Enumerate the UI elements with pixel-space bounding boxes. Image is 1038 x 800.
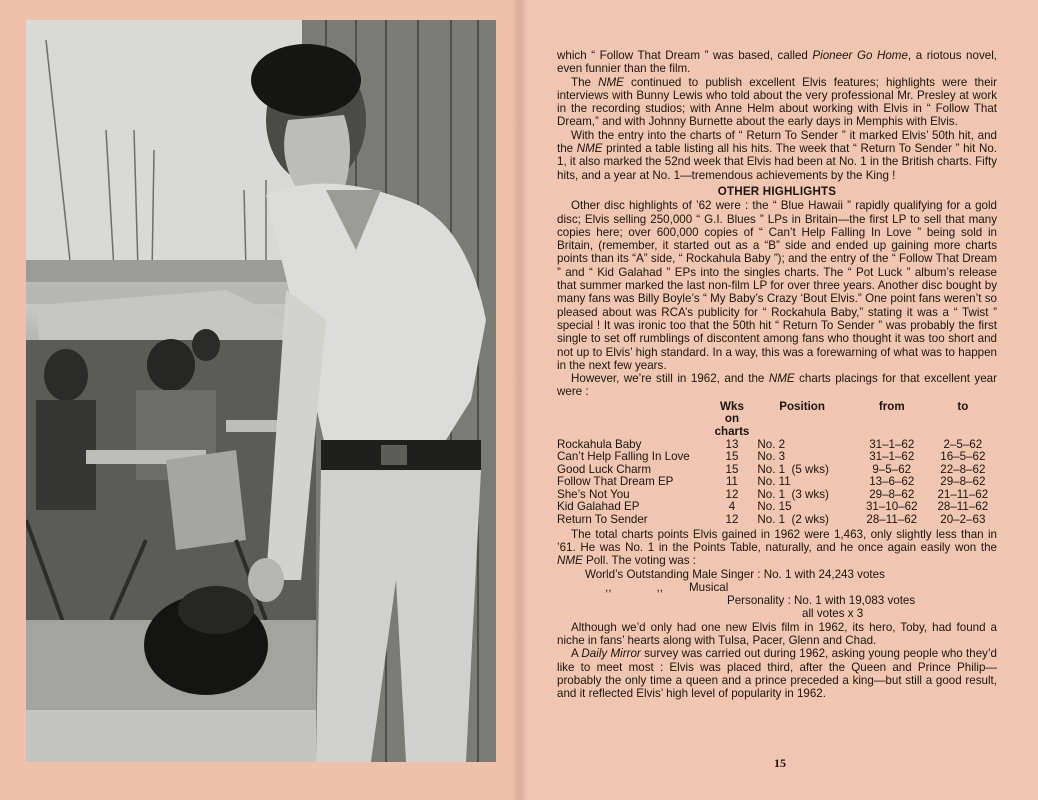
row-from: 13–6–62 [869,475,915,489]
publication-name: NME [598,75,624,89]
row-from: 31–1–62 [869,437,915,451]
page-gutter [512,0,528,800]
row-to: 22–8–62 [940,462,986,476]
ditto-marks: ,, ,, [605,580,663,594]
header-position: Position [779,399,825,413]
poll-line [557,581,997,594]
text-run: charts placings for that excellent year were : [557,372,997,399]
header-title [557,401,715,439]
table-row [557,476,997,489]
row-from: 28–11–62 [866,513,918,527]
paragraph [557,372,997,399]
row-weeks: 11 [725,475,738,489]
row-from: 31–1–62 [869,450,915,464]
row-from: 31–10–62 [865,500,918,514]
paragraph: Other disc highlights of ’62 were : the “ Blue Hawaii ” rapidly qualifying for a gold disc; Elvis selling 250,000 “ G.I. Blues ” LPs in Britain—the first LP to sell that many copies here; over 600,000 copies of “ Can’t Help Falling In Love ” being sold in Britain, (remember, it started out as a “B” side and ended up gaining more charts points than its “A” side, “ Rockahula Baby ”); and the entry of the “ Follow That Dream ” and “ Kid Galahad ” EPs into the singles charts. The “ Pot Luck ” album’s release that summer marked the last non-film LP for over three years. Another disc bought by many fans was Billy Boyle’s “ My Baby’s Crazy ‘Bout Elvis.” One point fans weren’t so pleased about was RCA’s publicity for “ Rockahula Baby,” stating it was a “ Twist ” special ! It was ironic too that the 50th hit “ Return To Sender ” was probably the first single to set off rumblings of discontent among fans who thought it was too short and not up to Elvis’ high standard. In a way, this was a forewarning of what was to happen in the next few years. [557,199,997,372]
header-wks: Wks on charts [714,399,750,438]
row-to: 28–11–62 [937,500,989,514]
row-title: Good Luck Charm [557,462,652,476]
text-run: The [571,75,599,89]
row-title: Follow That Dream EP [557,475,674,489]
paragraph [557,49,997,76]
text-run: With the entry into the charts of “ Return To Sender ” it marked Elvis’ 50th hit, and the [557,128,997,156]
table-row [557,451,997,464]
row-title: Return To Sender [557,513,648,527]
row-position: No. 1 (3 wks) [757,487,829,501]
chart-placings-table [557,401,997,527]
text-run: which “ Follow That Dream ” was based, called [557,49,813,62]
paragraph [557,76,997,129]
row-position: No. 15 [757,500,792,514]
row-position: No. 11 [757,475,791,489]
row-weeks: 12 [725,487,739,501]
poll-word: Musical [688,580,729,594]
publication-name: NME [576,142,603,156]
row-weeks: 4 [728,500,736,514]
row-from: 9–5–62 [872,462,912,476]
poll-results [557,568,997,621]
row-weeks: 15 [725,450,739,464]
text-run: printed a table listing all his hits. The week that “ Return To Sender ” hit No. 1, it also marked the 52nd week that Elvis had been at No. 1 in the British charts. Fifty hits, and a year at No. 1—tremendous achievements by the King ! [557,142,997,182]
row-to: 20–2–63 [940,513,986,527]
text-run: A [571,647,582,661]
poll-line: Personality : No. 1 with 19,083 votes [727,594,916,608]
text-run: However, we’re still in 1962, and the [571,372,769,386]
row-weeks: 13 [725,437,739,451]
elvis-photograph [26,20,496,762]
row-position: No. 1 (5 wks) [757,462,829,476]
text-run: The total charts points Elvis gained in 1962 were 1,463, only slightly less than in ’61. He was No. 1 in the Points Table, naturally, and he once again easily won the [557,527,997,554]
publication-name: Daily Mirror [581,647,641,661]
row-title: Kid Galahad EP [557,500,640,514]
row-weeks: 15 [725,462,739,476]
publication-name: NME [768,372,795,386]
paragraph [557,129,997,182]
row-position: No. 3 [757,450,786,464]
paragraph [557,528,997,568]
row-title: Can’t Help Falling In Love [557,450,690,464]
row-title: Rockahula Baby [557,437,642,451]
text-run: continued to publish excellent Elvis features; highlights were their interviews with Bunny Lewis who told about the very professional Mr. Presley at work in the recording studios; with Anne Helm about working with Elvis in “ Follow That Dream,” and with Johnny Burnette about the early days in Memphis with Elvis. [557,75,997,129]
row-position: No. 1 (2 wks) [757,513,829,527]
header-to: to [957,399,969,413]
text-run: , a riotous novel, even funnier than the film. [557,49,997,76]
section-heading: OTHER HIGHLIGHTS [717,184,837,198]
article-column [557,49,997,701]
row-to: 29–8–62 [940,475,986,489]
book-title: Pioneer Go Home [812,49,908,62]
publication-name: NME [557,554,583,568]
page-number: 15 [774,756,786,770]
table-row [557,514,997,527]
poll-line: World’s Outstanding Male Singer : No. 1 with 24,243 votes [585,567,885,581]
table-header-row [557,401,997,439]
row-to: 21–11–62 [937,487,989,501]
paragraph: Although we’d only had one new Elvis film in 1962, its hero, Toby, had found a niche in fans’ hearts along with Tulsa, Pacer, Glenn and Chad. [557,620,997,648]
row-weeks: 12 [725,513,739,527]
row-to: 2–5–62 [943,437,983,451]
text-run: Poll. The voting was : [582,554,696,568]
row-from: 29–8–62 [869,487,915,501]
row-position: No. 2 [757,437,786,451]
row-to: 16–5–62 [940,450,986,464]
poll-line: all votes x 3 [802,607,864,621]
paragraph [557,647,997,700]
text-run: survey was carried out during 1962, asking young people who they’d like to meet most : Elvis was placed third, after the Queen and Prince Philip—probably the only time a queen and a prince preceded a king—but still a good result, and it reflected Elvis’ high level of popularity in 1962. [557,647,997,701]
header-from: from [878,399,905,413]
row-title: She’s Not You [557,487,630,501]
